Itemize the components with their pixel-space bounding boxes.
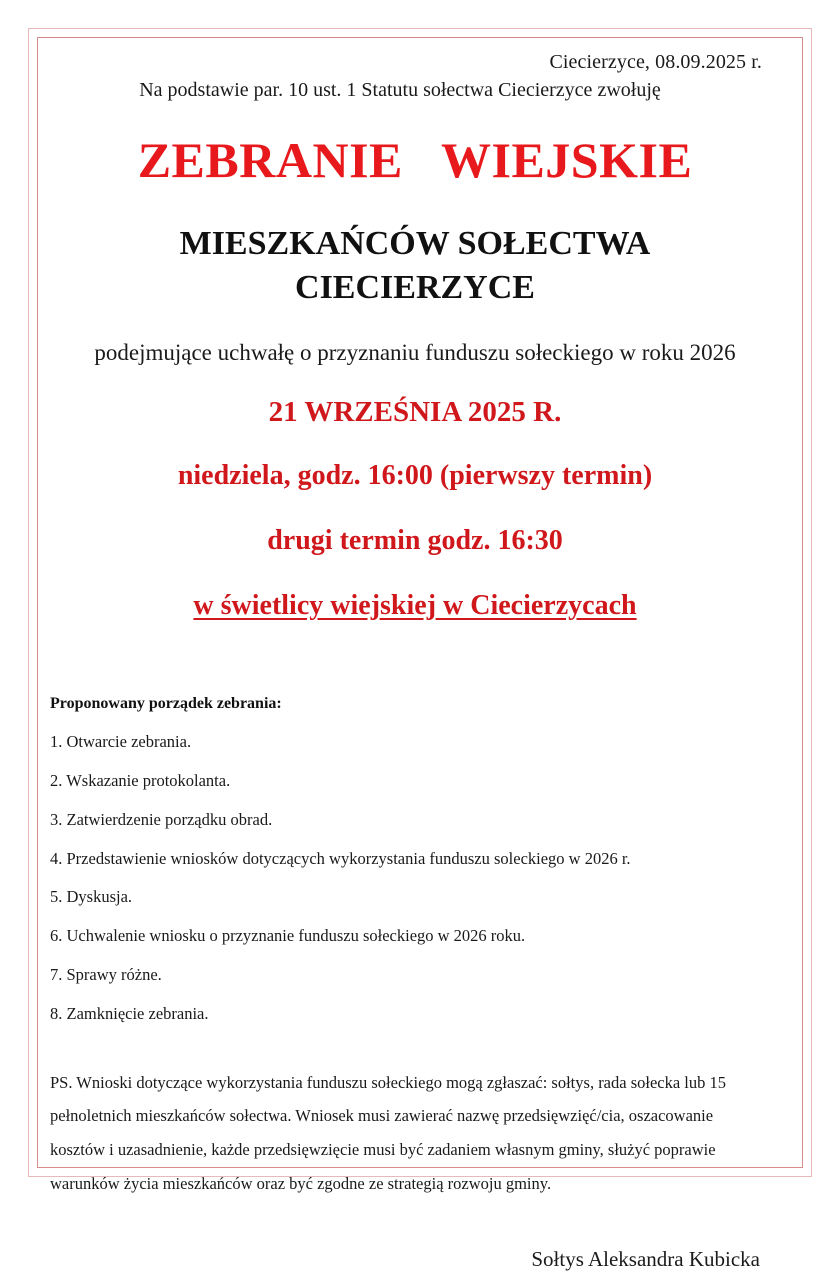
agenda-item: 5. Dyskusja. bbox=[50, 887, 133, 907]
postscript-note: PS. Wnioski dotyczące wykorzystania funduszu sołeckiego mogą zgłaszać: sołtys, rada sołecka lub 15 pełnoletnich mieszkańców sołectwa. Wniosek musi zawierać nazwę przedsięwzięć/cia, oszacowanie kosztów i uzasadnienie, każde przedsięwzięcie musi być zadaniem własnym gminy, służyć poprawie warunków życia mieszkańców oraz być zgodne ze strategią rozwoju gminy. bbox=[50, 1072, 727, 1194]
agenda-item: 4. Przedstawienie wniosków dotyczących wykorzystania funduszu soleckiego w 2026 r. bbox=[50, 848, 631, 868]
agenda-heading: Proponowany porządek zebrania: bbox=[50, 695, 282, 713]
agenda-section bbox=[46, 695, 784, 1023]
place-and-date: Ciecierzyce, 08.09.2025 r. bbox=[549, 51, 762, 73]
page-title: ZEBRANIE WIEJSKIE bbox=[137, 132, 693, 188]
page-subtitle: MIESZKAŃCÓW SOŁECTWA CIECIERZYCE bbox=[179, 224, 651, 306]
agenda-item: 2. Wskazanie protokolanta. bbox=[50, 771, 231, 791]
meeting-purpose: podejmujące uchwałę o przyznaniu funduszu sołeckiego w roku 2026 bbox=[94, 340, 736, 366]
agenda-item: 1. Otwarcie zebrania. bbox=[50, 732, 192, 752]
agenda-item: 3. Zatwierdzenie porządku obrad. bbox=[50, 809, 273, 829]
poster-content bbox=[38, 38, 802, 1271]
meeting-venue: w świetlicy wiejskiej w Ciecierzycach bbox=[193, 590, 637, 622]
agenda-item: 7. Sprawy różne. bbox=[50, 965, 162, 985]
agenda-item: 6. Uchwalenie wniosku o przyznanie funduszu sołeckiego w 2026 roku. bbox=[50, 926, 526, 946]
meeting-date: 21 WRZEŚNIA 2025 R. bbox=[268, 395, 562, 428]
agenda-item: 8. Zamknięcie zebrania. bbox=[50, 1003, 209, 1023]
meeting-first-term: niedziela, godz. 16:00 (pierwszy termin) bbox=[177, 460, 653, 492]
legal-basis-line: Na podstawie par. 10 ust. 1 Statutu sołectwa Ciecierzyce zwołuję bbox=[139, 79, 661, 101]
signature-line: Sołtys Aleksandra Kubicka bbox=[531, 1246, 760, 1271]
meeting-second-term: drugi termin godz. 16:30 bbox=[267, 525, 563, 557]
